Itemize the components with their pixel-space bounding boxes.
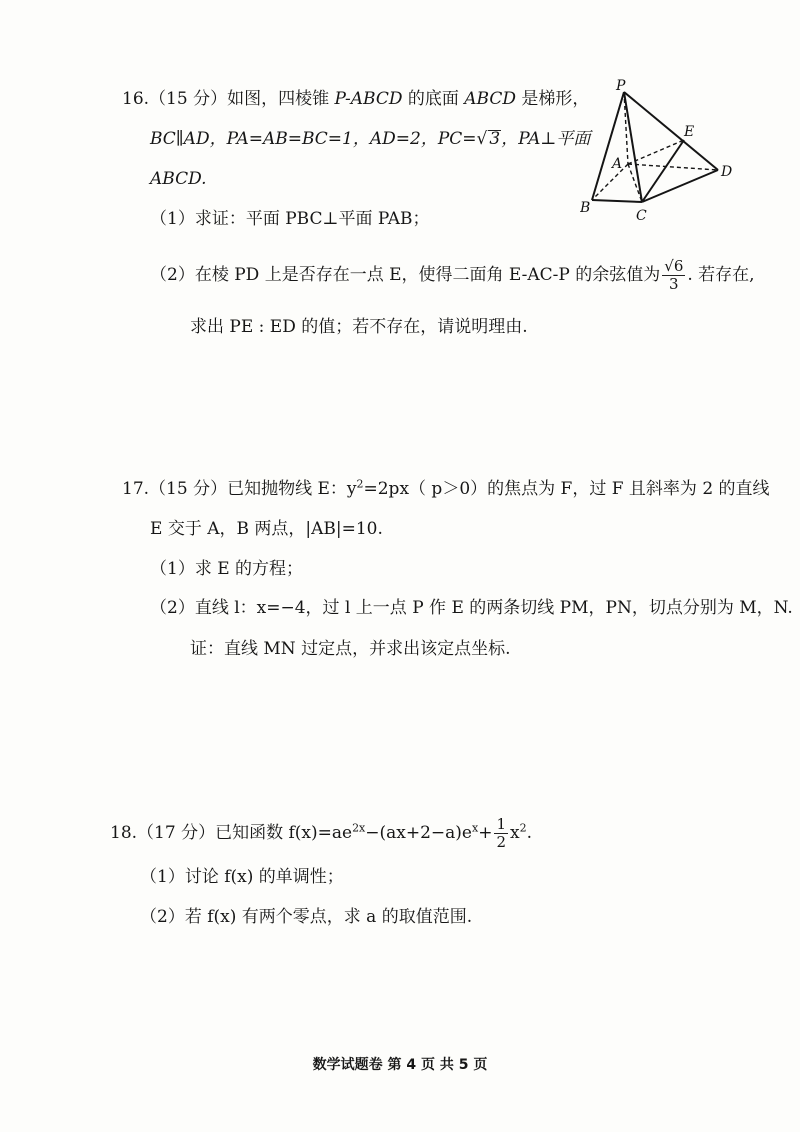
q18-fraction-den: 2	[496, 833, 507, 851]
q17-line2: E 交于 A，B 两点，|AB|=10.	[150, 519, 383, 539]
pyramid-figure	[580, 78, 740, 228]
edge-AD	[628, 164, 718, 170]
q18-line1-e: .	[526, 823, 533, 843]
label-B: B	[580, 200, 591, 216]
q16-line3: ABCD.	[150, 169, 207, 189]
q16-line1-e: 是梯形，	[516, 89, 590, 109]
q18-line1-d: x	[510, 823, 520, 843]
q16-part2-b: . 若存在,	[687, 265, 755, 285]
label-E: E	[684, 124, 695, 140]
q18-sup3: 2	[519, 821, 527, 835]
q17-line1-a: 17.（15 分）已知抛物线 E：y	[122, 479, 357, 499]
q18-line1-a: 18.（17 分）已知函数 f(x)=ae	[110, 823, 353, 843]
q17-line1	[122, 478, 770, 500]
q18-sup1: 2x	[352, 821, 366, 835]
q16-line1-d: ABCD	[464, 89, 517, 109]
q16-line2-sqrt: 3	[489, 129, 501, 149]
q16-line2-tail: ，PA⊥平面	[501, 129, 591, 149]
page-footer: 数学试题卷 第 4 页 共 5 页	[312, 1057, 488, 1073]
q17-part2-line2: 证：直线 MN 过定点，并求出该定点坐标.	[190, 639, 511, 659]
q16-fraction-den: 3	[669, 275, 679, 293]
q16-part1: （1）求证：平面 PBC⊥平面 PAB；	[150, 209, 430, 229]
q16-line2: BC∥AD，PA=AB=BC=1，AD=2，PC=√ 3，PA⊥平面	[150, 129, 591, 149]
q16-line1-c: 的底面	[402, 89, 465, 109]
q18-line1	[110, 816, 532, 851]
q18-part1: （1）讨论 f(x) 的单调性；	[140, 867, 344, 887]
label-A: A	[612, 156, 623, 172]
edge-PC	[624, 92, 642, 202]
q16-part2	[150, 258, 755, 293]
q16-fraction-num: √6	[664, 257, 684, 275]
q18-line1-b: −(ax+2−a)e	[365, 823, 472, 843]
q16-part2-line2: 求出 PE : ED 的值；若不存在，请说明理由.	[190, 317, 528, 337]
edge-BC	[592, 200, 642, 202]
q17-part2: （2）直线 l：x=−4，过 l 上一点 P 作 E 的两条切线 PM，PN，切点分别为 M，N.	[150, 598, 793, 618]
q16-line1-a: 16.（15 分）如图，四棱锥	[122, 89, 335, 109]
q16-part2-a: （2）在棱 PD 上是否存在一点 E，使得二面角 E-AC-P 的余弦值为	[150, 265, 661, 285]
q18-fraction-num: 1	[496, 815, 507, 833]
label-D: D	[721, 164, 733, 180]
q16-part2-fraction	[662, 258, 685, 293]
q18-line1-c: +	[478, 823, 493, 843]
q18-fraction	[494, 816, 508, 851]
q17-line1-sup: 2	[356, 477, 364, 491]
q18-sup2: x	[472, 821, 479, 835]
q16-line1	[122, 88, 589, 110]
q16-line2-text: BC∥AD，PA=AB=BC=1，AD=2，PC=	[150, 129, 477, 149]
q18-part2: （2）若 f(x) 有两个零点，求 a 的取值范围.	[140, 907, 473, 927]
q17-part1: （1）求 E 的方程；	[150, 559, 304, 579]
q17-line1-b: =2px（ p＞0）的焦点为 F，过 F 且斜率为 2 的直线	[363, 479, 770, 499]
q16-line1-b: P-ABCD	[334, 89, 403, 109]
label-C: C	[636, 208, 647, 224]
label-P: P	[616, 78, 626, 94]
